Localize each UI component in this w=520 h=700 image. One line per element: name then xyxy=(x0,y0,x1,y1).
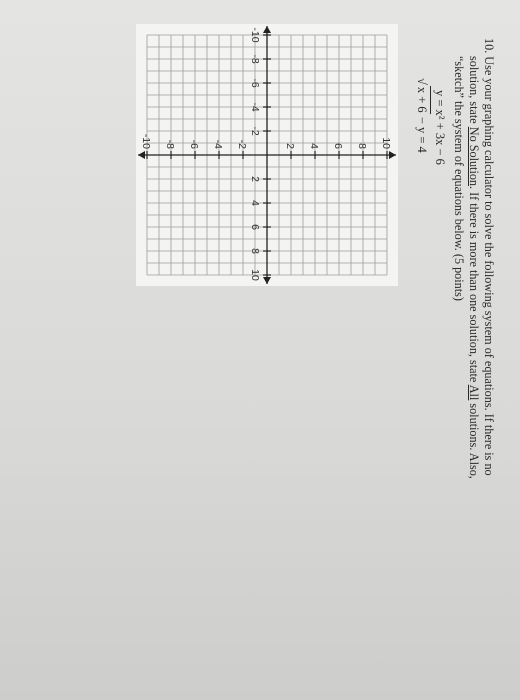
y-tick-label: -2 xyxy=(236,139,248,149)
no-solution-term: No Solution xyxy=(467,126,481,187)
x-tick-label: -4 xyxy=(249,102,261,112)
question-line-1-text: Use your graphing calculator to solve the following system of equations. If there is no xyxy=(482,56,496,476)
x-tick-label: -8 xyxy=(249,54,261,64)
question-line-2-end: solutions. Also, xyxy=(467,400,481,479)
equation-1: y = x² + 3x − 6 xyxy=(433,90,447,165)
x-tick-label: 6 xyxy=(249,224,261,230)
radicand: x + 6 xyxy=(415,86,429,113)
question-line-3 xyxy=(451,38,466,678)
question-text xyxy=(451,38,496,678)
equation-2-rest: − y = 4 xyxy=(415,113,429,153)
y-tick-label: -8 xyxy=(164,139,176,149)
y-tick-label: 8 xyxy=(356,143,368,149)
question-number: 10. xyxy=(482,38,496,54)
y-tick-label: 4 xyxy=(308,143,320,149)
question-line-2 xyxy=(466,38,481,678)
all-term: All xyxy=(467,384,481,401)
coordinate-grid xyxy=(136,24,398,286)
coordinate-grid-svg xyxy=(136,24,398,286)
y-tick-label: -10 xyxy=(140,133,152,149)
y-tick-label: 10 xyxy=(380,137,392,149)
radical-sign: √ xyxy=(415,78,429,85)
x-tick-label: 10 xyxy=(249,269,261,281)
y-tick-label: 2 xyxy=(284,143,296,149)
question-line-1 xyxy=(481,38,496,678)
x-tick-label: 8 xyxy=(249,248,261,254)
y-tick-label: -4 xyxy=(212,139,224,149)
x-tick-label: -2 xyxy=(249,126,261,136)
y-tick-label: 6 xyxy=(332,143,344,149)
x-tick-label: 2 xyxy=(249,176,261,182)
equation-system xyxy=(413,78,448,165)
question-line-2-middle: . If there is more than one solution, state xyxy=(467,186,481,385)
question-line-3-text: “sketch” the system of equations below. (5 points) xyxy=(452,56,466,301)
x-tick-label: -6 xyxy=(249,78,261,88)
question-line-2-start: solution, state xyxy=(467,56,481,127)
x-tick-label: 4 xyxy=(249,200,261,206)
x-tick-label: -10 xyxy=(249,27,261,43)
equation-2 xyxy=(413,78,431,165)
y-tick-label: -6 xyxy=(188,139,200,149)
